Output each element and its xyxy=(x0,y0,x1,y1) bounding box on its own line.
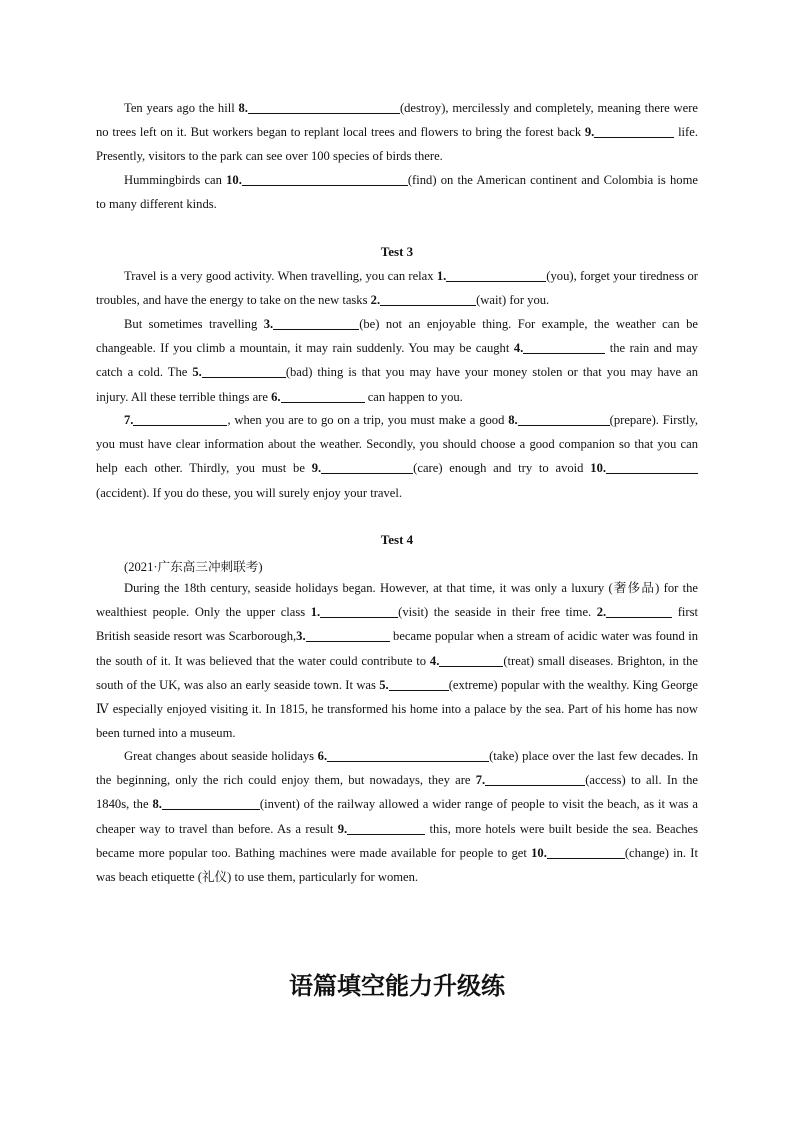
test2-paragraph-1: Ten years ago the hill 8. (destroy), mercilessly and completely, meaning there were no trees left on it. But workers began to replant local trees and flowers to bring the forest back 9. life. Presently, visitors to the park can see over 100 species of birds there. xyxy=(96,101,698,164)
test4-source-note: (2021·广东高三冲刺联考) xyxy=(124,560,263,574)
blank-8[interactable] xyxy=(162,797,260,810)
blank-3[interactable] xyxy=(273,317,359,330)
test4-title: Test 4 xyxy=(380,532,414,547)
section-heading: 语篇填空能力升级练 xyxy=(289,972,505,1000)
test4-paragraph-2: Great changes about seaside holidays 6. (take) place over the last few decades. In the beginning, only the rich could enjoy them, but nowadays, they are 7. (access) to all. In the 1840s, the 8. (invent) of the railway allowed a wider range of people to visit the beach, as it was a cheaper way to travel than before. As a result 9. this, more hotels were built beside the sea. Beaches became more popular too. Bathing machines were made available for people to get 10. (change) in. It was beach etiquette (礼仪) to use them, particularly for women. xyxy=(96,749,699,885)
blank-7[interactable] xyxy=(485,773,585,786)
blank-6[interactable] xyxy=(327,749,489,762)
blank-9[interactable] xyxy=(594,125,674,138)
blank-10[interactable] xyxy=(242,173,408,186)
test3-paragraph-3: 7. , when you are to go on a trip, you must make a good 8. (prepare). Firstly, you must have clear information about the weather. Secondly, you should choose a good companion so that you can help each other. Thirdly, you must be 9. (care) enough and try to avoid 10.(accident). If you do these, you will surely enjoy your travel. xyxy=(96,413,698,500)
test2-paragraph-2: Hummingbirds can 10. (find) on the American continent and Colombia is home to many different kinds. xyxy=(96,173,698,212)
blank-9[interactable] xyxy=(321,461,413,474)
blank-8[interactable] xyxy=(248,101,400,114)
test4-paragraph-1: During the 18th century, seaside holidays began. However, at that time, it was only a luxury (奢侈品) for the wealthiest people. Only the upper class 1. (visit) the seaside in their free time. 2. first British seaside resort was Scarborough,3. became popular when a stream of acidic water was found in the south of it. It was believed that the water could contribute to 4. (treat) small diseases. Brighton, in the south of the UK, was also an early seaside town. It was 5. (extreme) popular with the wealthy. King George Ⅳ especially enjoyed visiting it. In 1815, he transformed his home into a palace by the sea. Part of his home has now been turned into a museum. xyxy=(96,581,699,741)
blank-10[interactable] xyxy=(547,846,625,859)
blank-4[interactable] xyxy=(523,341,605,354)
test3-title: Test 3 xyxy=(380,244,414,259)
blank-3[interactable] xyxy=(306,629,390,642)
blank-2[interactable] xyxy=(380,293,476,306)
blank-5[interactable] xyxy=(389,678,449,691)
blank-9[interactable] xyxy=(347,822,425,835)
blank-5[interactable] xyxy=(202,365,286,378)
test3-paragraph-1: Travel is a very good activity. When travelling, you can relax 1. (you), forget your tiredness or troubles, and have the energy to take on the new tasks 2. (wait) for you. xyxy=(96,269,698,308)
blank-10[interactable] xyxy=(606,461,698,474)
blank-8[interactable] xyxy=(518,413,610,426)
blank-6[interactable] xyxy=(281,390,365,403)
blank-4[interactable] xyxy=(439,654,503,667)
blank-1[interactable] xyxy=(446,269,546,282)
blank-2[interactable] xyxy=(606,605,672,618)
blank-1[interactable] xyxy=(320,605,398,618)
blank-7[interactable] xyxy=(133,413,227,426)
test3-paragraph-2: But sometimes travelling 3. (be) not an enjoyable thing. For example, the weather can be changeable. If you climb a mountain, it may rain suddenly. You may be caught 4. the rain and may catch a cold. The 5. (bad) thing is that you may have your money stolen or that you may have an injury. All these terrible things are 6. can happen to you. xyxy=(96,317,698,404)
